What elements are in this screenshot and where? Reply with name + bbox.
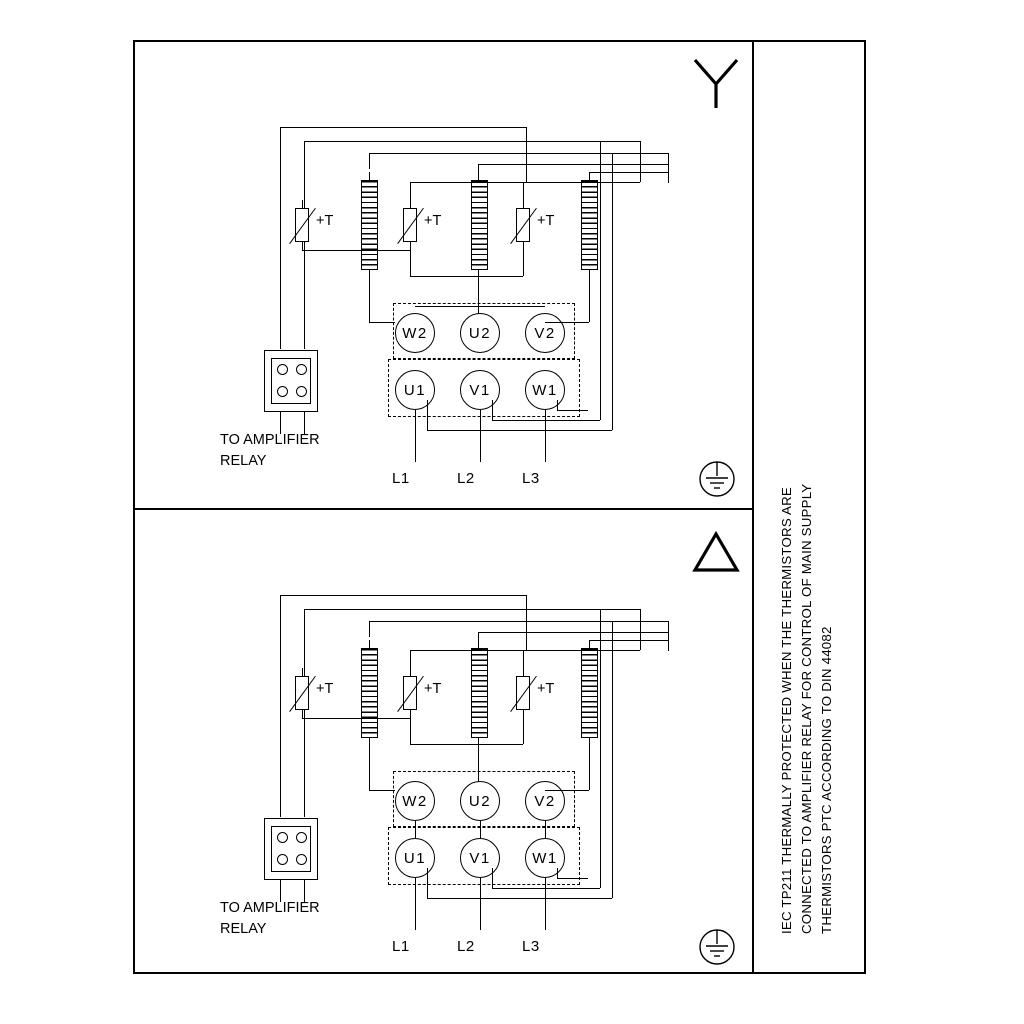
terminal-u1[interactable]: U1	[395, 370, 435, 410]
return-v-2	[492, 400, 493, 420]
thermistor-3-lead-bottom	[523, 242, 524, 276]
thermistor-2	[403, 676, 417, 710]
winding-coil-2	[471, 180, 488, 270]
coil-3-lead-bottom	[589, 270, 590, 322]
terminal-u2[interactable]: U2	[460, 313, 500, 353]
coil-1-lead-bottom	[369, 270, 370, 322]
delta-link-2	[480, 821, 481, 838]
phase-lead-l1	[415, 878, 416, 930]
coil-2-lead-top	[478, 172, 479, 182]
return-v-1	[427, 868, 428, 898]
wire-v-amp-2	[304, 609, 305, 817]
phase-lead-l2	[480, 878, 481, 930]
coil-2-lead-top	[478, 640, 479, 650]
connector-pin-1	[277, 364, 288, 375]
thermistor-2-slash	[397, 676, 424, 712]
return-v-outer-2	[600, 141, 601, 420]
phase-label-l3: L3	[522, 938, 540, 955]
winding-coil-3	[581, 180, 598, 270]
coil-3-lead-top	[589, 172, 590, 182]
thermistor-series-wire-1	[302, 718, 410, 719]
terminal-w1[interactable]: W1	[525, 838, 565, 878]
thermistor-1-lead-bottom	[302, 242, 303, 250]
wire-v-th-3	[640, 609, 641, 650]
wire-v-coil-1	[369, 621, 370, 637]
thermistor-1-label: +T	[316, 681, 334, 697]
connector-pin-2	[296, 364, 307, 375]
phase-lead-l1	[415, 410, 416, 462]
thermistor-3-slash	[510, 208, 537, 244]
return-h-1	[427, 430, 612, 431]
winding-coil-1	[361, 648, 378, 738]
thermistor-1-lead-top	[302, 668, 303, 676]
thermistor-3	[516, 208, 530, 242]
thermistor-3-bus-top	[523, 182, 640, 183]
terminal-w1[interactable]: W1	[525, 370, 565, 410]
wire-top-1	[280, 127, 526, 128]
thermistor-1-label: +T	[316, 213, 334, 229]
coil-1-lead-bottom	[369, 738, 370, 790]
return-h-3	[557, 410, 588, 411]
phase-label-l2: L2	[457, 938, 475, 955]
delta-link-1	[415, 821, 416, 838]
thermistor-3	[516, 676, 530, 710]
wire-top-3	[369, 153, 668, 154]
amplifier-relay-label-line2: RELAY	[220, 453, 267, 469]
amplifier-relay-label-line1: TO AMPLIFIER	[220, 432, 320, 448]
phase-lead-l3	[545, 410, 546, 462]
return-v-outer-1	[612, 621, 613, 898]
thermistor-3-bus-top	[523, 650, 640, 651]
coil-3-to-v2	[545, 322, 589, 323]
thermistor-2-lead-top	[410, 182, 411, 208]
terminal-v1[interactable]: V1	[460, 370, 500, 410]
earth-ground-symbol	[689, 454, 745, 504]
connector-pin-1	[277, 832, 288, 843]
thermistor-2-bus-top	[410, 182, 526, 183]
thermistor-3-slash	[510, 676, 537, 712]
note-line-2: CONNECTED TO AMPLIFIER RELAY FOR CONTROL OF MAIN SUPPLY	[799, 483, 814, 934]
amplifier-connector-plug[interactable]	[264, 818, 318, 880]
thermistor-2-label: +T	[424, 213, 442, 229]
wire-top-2	[304, 609, 640, 610]
phase-label-l2: L2	[457, 470, 475, 487]
wire-v-amp-1	[280, 127, 281, 349]
coil-3-lead-top	[589, 640, 590, 650]
wye-symbol	[689, 54, 743, 112]
terminal-v2[interactable]: V2	[525, 781, 565, 821]
winding-coil-3	[581, 648, 598, 738]
terminal-u2[interactable]: U2	[460, 781, 500, 821]
return-v-3	[557, 400, 558, 410]
connector-pin-3	[277, 854, 288, 865]
thermistor-2-label: +T	[424, 681, 442, 697]
thermistor-3-label: +T	[537, 213, 555, 229]
thermistor-2	[403, 208, 417, 242]
phase-lead-l3	[545, 878, 546, 930]
connector-pin-2	[296, 832, 307, 843]
return-v-outer-2	[600, 609, 601, 888]
thermistor-2-lead-top	[410, 650, 411, 676]
return-h-1	[427, 898, 612, 899]
thermistor-1-slash	[289, 208, 316, 244]
wire-v-coil-3	[668, 153, 669, 183]
thermistor-3-label: +T	[537, 681, 555, 697]
delta-link-3	[545, 821, 546, 838]
amplifier-relay-label-line2: RELAY	[220, 921, 267, 937]
coil-3-lead-bottom	[589, 738, 590, 790]
thermistor-1-lead-bottom	[302, 710, 303, 718]
wire-v-th-3	[640, 141, 641, 182]
wire-v-th-2	[526, 127, 527, 182]
winding-coil-2	[471, 648, 488, 738]
return-v-3	[557, 868, 558, 878]
thermistor-series-wire-2	[410, 276, 523, 277]
thermistor-1	[295, 676, 309, 710]
thermistor-2-lead-bottom	[410, 242, 411, 276]
thermistor-3-lead-top	[523, 650, 524, 676]
note-line-1: IEC TP211 THERMALLY PROTECTED WHEN THE THERMISTORS ARE	[779, 487, 794, 934]
coil-3-to-v2	[545, 790, 589, 791]
wire-v-th-2	[526, 595, 527, 650]
thermistor-series-wire-2	[410, 744, 523, 745]
winding-coil-1	[361, 180, 378, 270]
thermistor-3-lead-bottom	[523, 710, 524, 744]
terminal-u1[interactable]: U1	[395, 838, 435, 878]
earth-ground-symbol	[689, 922, 745, 972]
return-h-3	[557, 878, 588, 879]
wire-v-coil-3	[668, 621, 669, 651]
wire-v-coil-1	[369, 153, 370, 169]
phase-lead-l2	[480, 410, 481, 462]
coil-1-lead-top	[369, 640, 370, 650]
wire-top-3	[369, 621, 668, 622]
star-point-bridge	[415, 306, 545, 307]
terminal-w2[interactable]: W2	[395, 313, 435, 353]
return-v-outer-1	[612, 153, 613, 430]
coil-1-lead-top	[369, 172, 370, 182]
connector-pin-4	[296, 386, 307, 397]
thermistor-2-lead-bottom	[410, 710, 411, 744]
coil-1-to-w2	[369, 790, 395, 791]
note-line-3: THERMISTORS PTC ACCORDING TO DIN 44082	[819, 626, 834, 934]
thermistor-3-lead-top	[523, 182, 524, 208]
amplifier-connector-plug[interactable]	[264, 350, 318, 412]
return-v-2	[492, 868, 493, 888]
coil-1-to-w2	[369, 322, 395, 323]
thermistor-series-wire-1	[302, 250, 410, 251]
wire-v-amp-1	[280, 595, 281, 817]
panel-star-connection	[133, 40, 752, 508]
phase-label-l1: L1	[392, 938, 410, 955]
return-h-2	[492, 420, 600, 421]
terminal-v1[interactable]: V1	[460, 838, 500, 878]
thermistor-1-slash	[289, 676, 316, 712]
thermistor-2-bus-top	[410, 650, 526, 651]
wire-top-2	[304, 141, 640, 142]
notes-column	[752, 40, 866, 974]
terminal-w2[interactable]: W2	[395, 781, 435, 821]
terminal-v2[interactable]: V2	[525, 313, 565, 353]
connector-pin-4	[296, 854, 307, 865]
phase-label-l3: L3	[522, 470, 540, 487]
wire-v-amp-2	[304, 141, 305, 349]
panel-delta-connection	[133, 508, 752, 976]
amplifier-relay-label-line1: TO AMPLIFIER	[220, 900, 320, 916]
return-v-1	[427, 400, 428, 430]
thermistor-1	[295, 208, 309, 242]
thermistor-2-slash	[397, 208, 424, 244]
thermistor-1-lead-top	[302, 200, 303, 208]
connector-pin-3	[277, 386, 288, 397]
wire-top-1	[280, 595, 526, 596]
return-h-2	[492, 888, 600, 889]
phase-label-l1: L1	[392, 470, 410, 487]
delta-symbol	[689, 528, 743, 576]
